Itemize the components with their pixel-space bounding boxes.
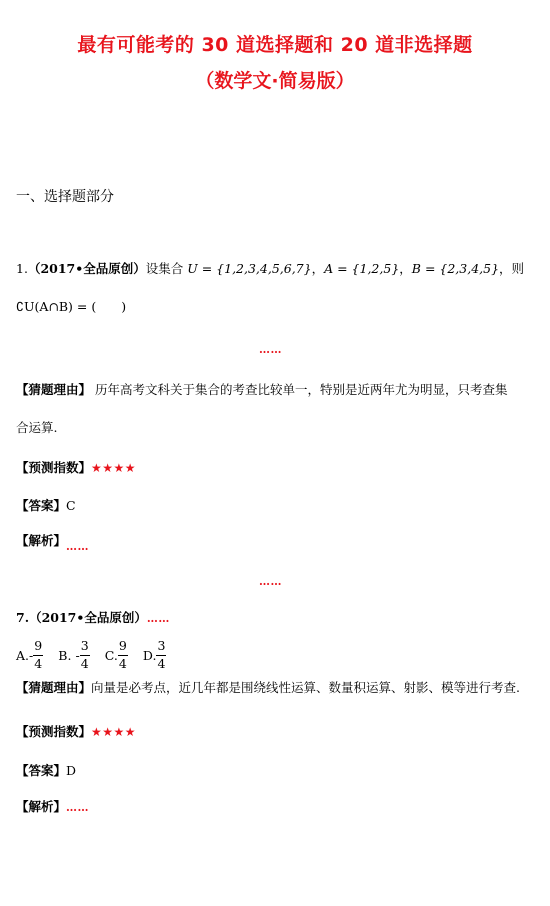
- answer-value: C: [66, 498, 76, 513]
- answer-label: 【答案】: [16, 498, 67, 513]
- prediction-line: [16, 458, 136, 476]
- question-1-expression: ∁U(A∩B) = ( ): [16, 299, 127, 314]
- analysis-line: [16, 531, 90, 553]
- set-u: U = {1,2,3,4,5,6,7}: [187, 261, 312, 276]
- analysis-ellipsis: ……: [66, 801, 90, 814]
- prediction-label: 【预测指数】: [16, 724, 92, 739]
- answer-label: 【答案】: [16, 763, 67, 778]
- prediction-line: [16, 722, 136, 740]
- reason-label: 【猜题理由】: [16, 382, 92, 397]
- analysis-ellipsis: ……: [66, 540, 90, 553]
- document-title: 最有可能考的 30 道选择题和 20 道非选择题: [77, 34, 473, 56]
- question-source: （2017•全品原创）: [29, 610, 147, 625]
- stem-ellipsis: ……: [146, 612, 170, 625]
- reason-label: 【猜题理由】: [16, 680, 92, 695]
- question-1-stem: 1.（2017•全品原创）设集合 U = {1,2,3,4,5,6,7}，A = {1,2,5}，B = {2,3,4,5}，则: [16, 261, 525, 276]
- star-rating-icon: ★★★★: [91, 461, 137, 475]
- fraction: $\frac{3}{4}$: [80, 638, 89, 671]
- set-b: B = {2,3,4,5}: [411, 261, 500, 276]
- stem-suffix: ，则: [499, 261, 525, 276]
- analysis-label: 【解析】: [16, 799, 67, 814]
- separator-ellipsis: ……: [259, 575, 282, 588]
- analysis-label: 【解析】: [16, 533, 67, 548]
- fraction: $\frac{3}{4}$: [157, 638, 166, 671]
- set-a: A = {1,2,5}: [324, 261, 400, 276]
- reason-text-continued: 合运算.: [16, 420, 58, 435]
- options-row: [16, 640, 176, 670]
- question-source: （2017•全品原创）: [27, 261, 146, 276]
- answer-line: [16, 761, 76, 779]
- document-subtitle: （数学文·简易版）: [195, 70, 355, 92]
- fraction: $\frac{9}{4}$: [118, 638, 127, 671]
- ellipsis: ……: [259, 343, 282, 356]
- prediction-label: 【预测指数】: [16, 460, 92, 475]
- stem-prefix: 设集合: [145, 261, 184, 276]
- answer-line: [16, 496, 76, 514]
- answer-value: D: [66, 763, 77, 778]
- question-number: 7.: [16, 610, 30, 625]
- option-c[interactable]: C. $\frac{9}{4}$: [104, 638, 127, 671]
- reason-text: 历年高考文科关于集合的考查比较单一，特别是近两年尤为明显，只考查集: [95, 382, 508, 397]
- star-rating-icon: ★★★★: [91, 725, 137, 739]
- section-heading: 一、选择题部分: [16, 189, 114, 205]
- question-7-stem: [16, 612, 170, 625]
- reason-line: [16, 678, 520, 696]
- option-b[interactable]: B. - $\frac{3}{4}$: [58, 638, 89, 671]
- option-d[interactable]: D. $\frac{3}{4}$: [142, 638, 166, 671]
- option-a[interactable]: A. - $\frac{9}{4}$: [16, 638, 43, 671]
- fraction: $\frac{9}{4}$: [34, 638, 43, 671]
- reason-text: 向量是必考点，近几年都是围绕线性运算、数量积运算、射影、模等进行考查.: [91, 680, 520, 695]
- reason-line: [16, 380, 508, 398]
- question-number: 1.: [16, 261, 28, 276]
- analysis-line: [16, 797, 89, 815]
